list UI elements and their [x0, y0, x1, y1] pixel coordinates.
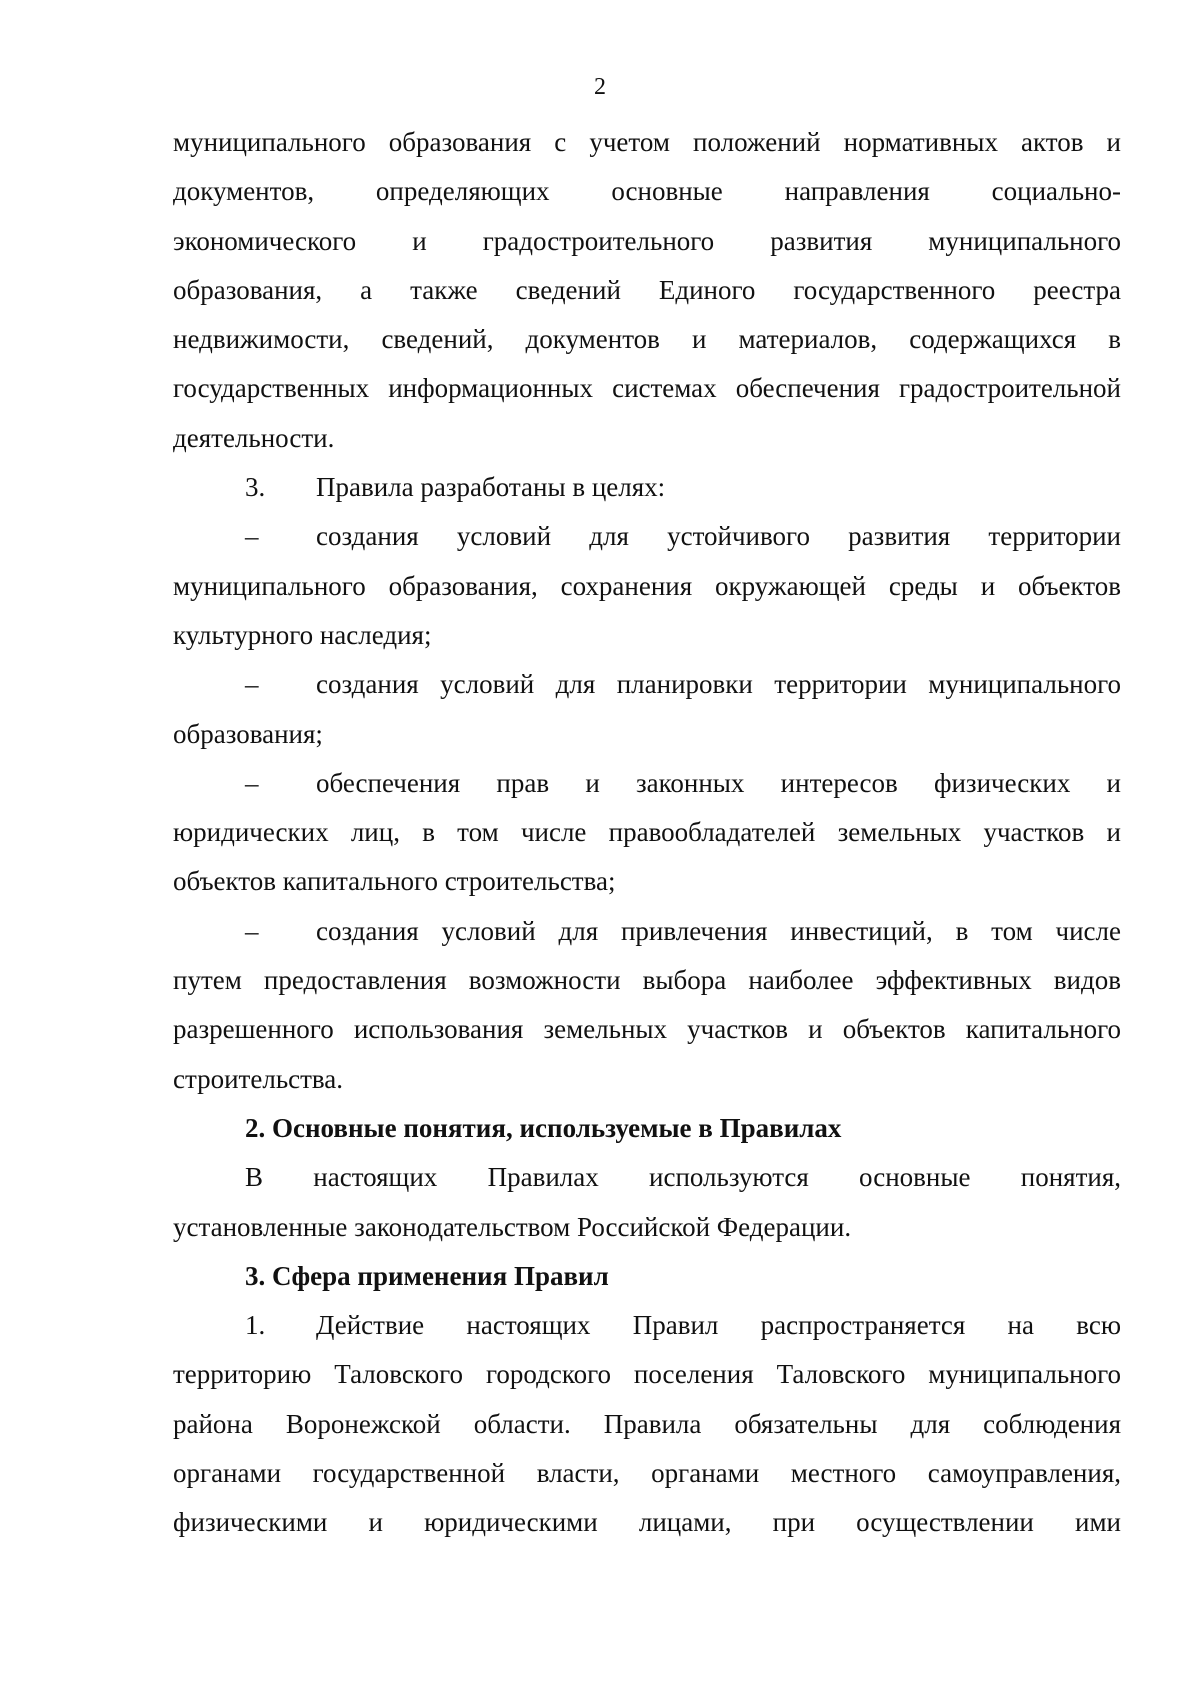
- text-line: В настоящих Правилах используются основные понятия,: [245, 1162, 1121, 1193]
- dash-marker: –: [245, 521, 259, 552]
- text-line: образования;: [173, 718, 323, 749]
- bullet-text: создания условий для привлечения инвестиций, в том числе: [316, 915, 1121, 946]
- section-heading: 3. Сфера применения Правил: [245, 1260, 609, 1291]
- text-line: территорию Таловского городского поселения Таловского муниципального: [173, 1359, 1121, 1390]
- text-line: юридических лиц, в том числе правообладателей земельных участков и: [173, 817, 1121, 848]
- page-number: 2: [594, 74, 606, 100]
- text-line: разрешенного использования земельных участков и объектов капитального: [173, 1014, 1121, 1045]
- text-line: органами государственной власти, органами местного самоуправления,: [173, 1458, 1121, 1489]
- item-number: 1.: [245, 1310, 266, 1341]
- numbered-item: [173, 463, 1121, 512]
- bullet-item: [173, 512, 1121, 561]
- bullet-text: обеспечения прав и законных интересов физических и: [316, 767, 1121, 798]
- dash-marker: –: [245, 767, 259, 798]
- text-line: муниципального образования, сохранения окружающей среды и объектов: [173, 570, 1121, 601]
- bullet-text: создания условий для устойчивого развития территории: [316, 521, 1121, 552]
- text-line: недвижимости, сведений, документов и материалов, содержащихся в: [173, 324, 1121, 355]
- text-line: путем предоставления возможности выбора наиболее эффективных видов: [173, 965, 1121, 996]
- text-line: деятельности.: [173, 422, 335, 453]
- text-line: экономического и градостроительного развития муниципального: [173, 225, 1121, 256]
- text-line: района Воронежской области. Правила обязательны для соблюдения: [173, 1408, 1121, 1439]
- item-text: Действие настоящих Правил распространяется на всю: [316, 1310, 1121, 1341]
- text-line: культурного наследия;: [173, 619, 432, 650]
- dash-marker: –: [245, 669, 259, 700]
- document-body: [173, 118, 1121, 1548]
- section-heading: 2. Основные понятия, используемые в Правилах: [245, 1112, 842, 1143]
- text-line: физическими и юридическими лицами, при осуществлении ими: [173, 1507, 1121, 1538]
- text-line: муниципального образования с учетом положений нормативных актов и: [173, 127, 1121, 157]
- bullet-item: [173, 759, 1121, 808]
- text-line: документов, определяющих основные направления социально-: [173, 176, 1121, 207]
- numbered-item: [173, 1301, 1121, 1350]
- item-text: Правила разработаны в целях:: [316, 472, 666, 503]
- text-line: объектов капитального строительства;: [173, 866, 616, 897]
- bullet-text: создания условий для планировки территории муниципального: [316, 669, 1121, 700]
- bullet-item: [173, 660, 1121, 709]
- text-line: государственных информационных системах обеспечения градостроительной: [173, 373, 1121, 404]
- text-line: установленные законодательством Российской Федерации.: [173, 1211, 852, 1242]
- text-line: образования, а также сведений Единого государственного реестра: [173, 274, 1121, 305]
- bullet-item: [173, 907, 1121, 956]
- text-line: строительства.: [173, 1063, 344, 1094]
- item-number: 3.: [245, 472, 266, 503]
- dash-marker: –: [245, 915, 259, 946]
